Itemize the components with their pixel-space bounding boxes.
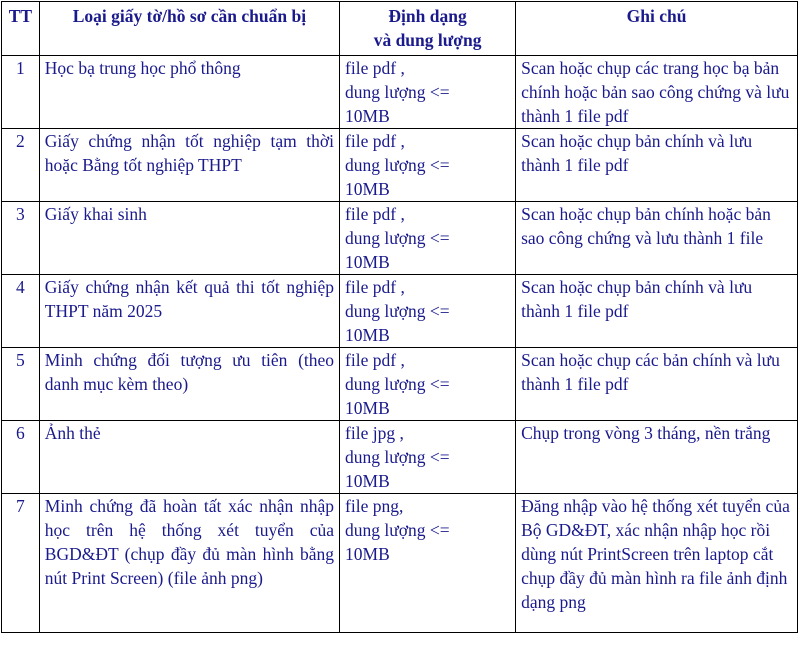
header-format-line1: Định dạng — [388, 6, 467, 26]
table-row — [2, 56, 798, 129]
row-number: 7 — [2, 494, 40, 633]
header-format-line2: và dung lượng — [373, 30, 482, 50]
header-note: Ghi chú — [516, 2, 798, 56]
format-cell — [340, 421, 516, 494]
format-size-value: 10MB — [345, 252, 390, 272]
format-size-label: dung lượng <= — [345, 228, 450, 248]
header-document: Loại giấy tờ/hồ sơ cần chuẩn bị — [39, 2, 339, 56]
note-cell: Scan hoặc chụp bản chính và lưu thành 1 file pdf — [516, 275, 798, 348]
note-cell: Scan hoặc chụp bản chính hoặc bản sao công chứng và lưu thành 1 file — [516, 202, 798, 275]
document-name: Minh chứng đã hoàn tất xác nhận nhập học trên hệ thống xét tuyển của BGD&ĐT (chụp đầy đủ màn hình bằng nút Print Screen) (file ảnh png) — [39, 494, 339, 633]
table-header-row — [2, 2, 798, 56]
document-requirements-table — [1, 1, 798, 633]
format-size-value: 10MB — [345, 398, 390, 418]
format-type: file pdf , — [345, 204, 405, 224]
table-row — [2, 494, 798, 633]
format-size-label: dung lượng <= — [345, 520, 450, 540]
header-format — [340, 2, 516, 56]
row-number: 2 — [2, 129, 40, 202]
note-cell: Scan hoặc chụp các trang học bạ bản chính hoặc bản sao công chứng và lưu thành 1 file pdf — [516, 56, 798, 129]
document-name: Ảnh thẻ — [39, 421, 339, 494]
format-size-label: dung lượng <= — [345, 374, 450, 394]
format-type: file pdf , — [345, 131, 405, 151]
format-size-label: dung lượng <= — [345, 82, 450, 102]
document-name: Minh chứng đối tượng ưu tiên (theo danh mục kèm theo) — [39, 348, 339, 421]
table-row — [2, 202, 798, 275]
table-row — [2, 275, 798, 348]
document-name: Giấy chứng nhận kết quả thi tốt nghiệp THPT năm 2025 — [39, 275, 339, 348]
row-number: 4 — [2, 275, 40, 348]
note-cell: Scan hoặc chụp các bản chính và lưu thành 1 file pdf — [516, 348, 798, 421]
document-name: Học bạ trung học phổ thông — [39, 56, 339, 129]
header-tt: TT — [2, 2, 40, 56]
table-row — [2, 348, 798, 421]
table-row — [2, 421, 798, 494]
row-number: 3 — [2, 202, 40, 275]
row-number: 1 — [2, 56, 40, 129]
note-cell: Scan hoặc chụp bản chính và lưu thành 1 file pdf — [516, 129, 798, 202]
format-type: file pdf , — [345, 58, 405, 78]
format-size-value: 10MB — [345, 106, 390, 126]
format-size-label: dung lượng <= — [345, 155, 450, 175]
note-cell: Chụp trong vòng 3 tháng, nền trắng — [516, 421, 798, 494]
format-size-value: 10MB — [345, 471, 390, 491]
document-name: Giấy khai sinh — [39, 202, 339, 275]
format-size-value: 10MB — [345, 325, 390, 345]
format-type: file jpg , — [345, 423, 404, 443]
note-cell: Đăng nhập vào hệ thống xét tuyển của Bộ GD&ĐT, xác nhận nhập học rồi dùng nút PrintScreen trên laptop cắt chụp đầy đủ màn hình ra file ảnh định dạng png — [516, 494, 798, 633]
format-size-label: dung lượng <= — [345, 447, 450, 467]
format-type: file png, — [345, 496, 404, 516]
format-size-label: dung lượng <= — [345, 301, 450, 321]
format-type: file pdf , — [345, 350, 405, 370]
row-number: 5 — [2, 348, 40, 421]
row-number: 6 — [2, 421, 40, 494]
table-row — [2, 129, 798, 202]
format-cell — [340, 494, 516, 633]
document-name: Giấy chứng nhận tốt nghiệp tạm thời hoặc Bằng tốt nghiệp THPT — [39, 129, 339, 202]
format-cell — [340, 129, 516, 202]
format-cell — [340, 275, 516, 348]
format-size-value: 10MB — [345, 544, 390, 564]
format-type: file pdf , — [345, 277, 405, 297]
format-cell — [340, 348, 516, 421]
format-cell — [340, 202, 516, 275]
format-cell — [340, 56, 516, 129]
format-size-value: 10MB — [345, 179, 390, 199]
